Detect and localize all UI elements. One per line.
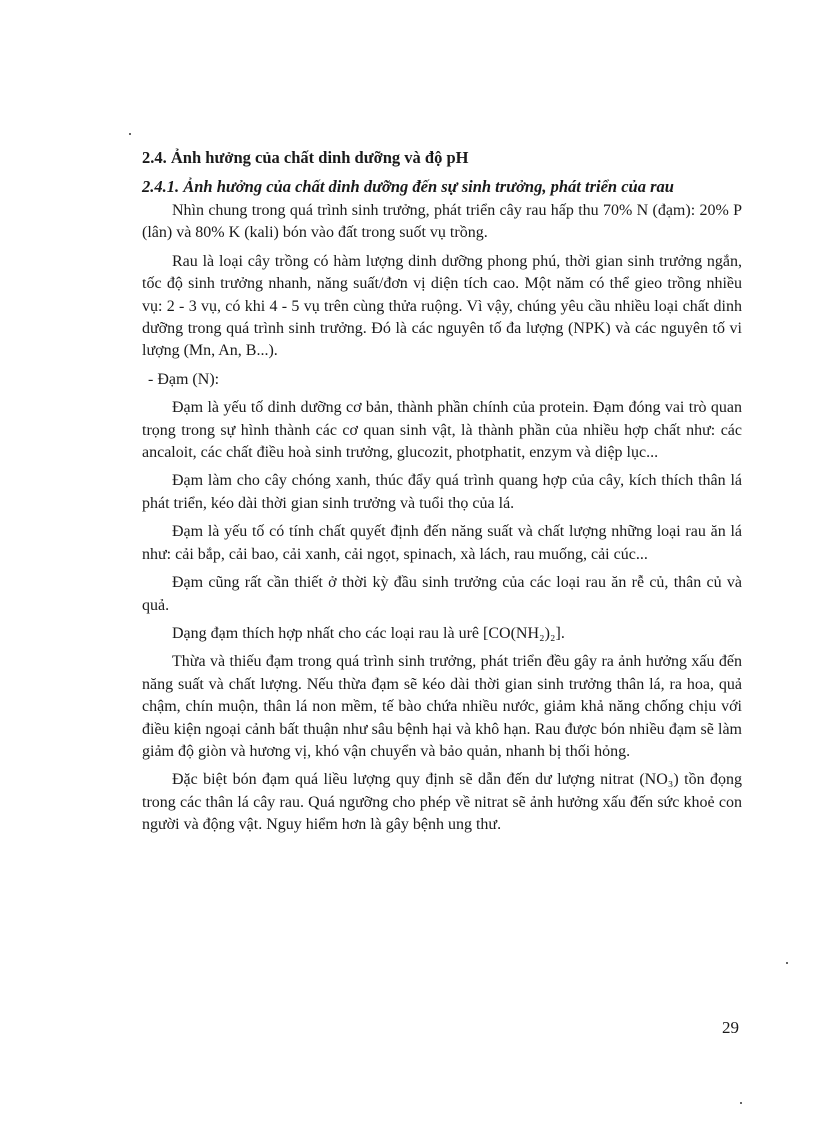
paragraph: Đặc biệt bón đạm quá liều lượng quy định sẽ dẫn đến dư lượng nitrat (NO₃) tồn đọng trong các thân lá cây rau. Quá ngưỡng cho phép về nitrat sẽ ảnh hưởng xấu đến sức khoẻ con người và động vật. Nguy hiểm hơn là gây bệnh ung thư. [142, 771, 742, 834]
page-number: 29 [722, 1018, 739, 1037]
scan-speck [129, 133, 131, 135]
section-heading: 2.4. Ảnh hưởng của chất dinh dưỡng và độ pH [142, 148, 469, 167]
paragraph: Rau là loại cây trồng có hàm lượng dinh dưỡng phong phú, thời gian sinh trưởng ngắn, tốc độ sinh trưởng nhanh, năng suất/đơn vị diện tích cao. Một năm có thể gieo trồng nhiều vụ: 2 - 3 vụ, có khi 4 - 5 vụ trên cùng thửa ruộng. Vì vậy, chúng yêu cầu nhiều loại chất dinh dưỡng trong quá trình sinh trưởng. Đó là các nguyên tố đa lượng (NPK) và các nguyên tố vi lượng (Mn, An, B...). [142, 252, 742, 360]
subsection-heading: 2.4.1. Ảnh hưởng của chất dinh dưỡng đến sự sinh trưởng, phát triển của rau [142, 177, 674, 196]
paragraph: Nhìn chung trong quá trình sinh trưởng, phát triển cây rau hấp thu 70% N (đạm): 20% P (lân) và 80% K (kali) bón vào đất trong suốt vụ trồng. [142, 202, 742, 242]
paragraph: Đạm là yếu tố dinh dưỡng cơ bản, thành phần chính của protein. Đạm đóng vai trò quan trọng trong sự hình thành các cơ quan sinh vật, là thành phần của nhiều hợp chất như: các ancaloit, các chất điều hoà sinh trưởng, glucozit, photphatit, enzym và diệp lục... [142, 399, 742, 462]
scan-speck [786, 962, 788, 964]
paragraph: Đạm là yếu tố có tính chất quyết định đến năng suất và chất lượng những loại rau ăn lá như: cải bắp, cải bao, cải xanh, cải ngọt, spinach, xà lách, rau muống, cải cúc... [142, 523, 742, 563]
bullet-label: - Đạm (N): [148, 370, 220, 388]
paragraph: Dạng đạm thích hợp nhất cho các loại rau là urê [CO(NH₂)₂]. [172, 624, 565, 642]
paragraph: Thừa và thiếu đạm trong quá trình sinh trưởng, phát triển đều gây ra ảnh hưởng xấu đến năng suất và chất lượng. Nếu thừa đạm sẽ kéo dài thời gian sinh trưởng thân lá, ra hoa, quả chậm, chín muộn, thân lá non mềm, tế bào chứa nhiều nước, giảm khả năng chống chịu với điều kiện ngoại cảnh bất thuận như sâu bệnh hại và khô hạn. Rau được bón nhiều đạm sẽ làm giảm độ giòn và hương vị, khó vận chuyển và bảo quản, nhanh bị thối hỏng. [142, 653, 742, 760]
scan-speck [740, 1102, 742, 1104]
paragraph: Đạm làm cho cây chóng xanh, thúc đẩy quá trình quang hợp của cây, kích thích thân lá phát triển, kéo dài thời gian sinh trưởng và tuổi thọ của lá. [142, 472, 742, 512]
paragraph: Đạm cũng rất cần thiết ở thời kỳ đầu sinh trưởng của các loại rau ăn rễ củ, thân củ và quả. [142, 574, 742, 614]
page-content [142, 148, 742, 843]
